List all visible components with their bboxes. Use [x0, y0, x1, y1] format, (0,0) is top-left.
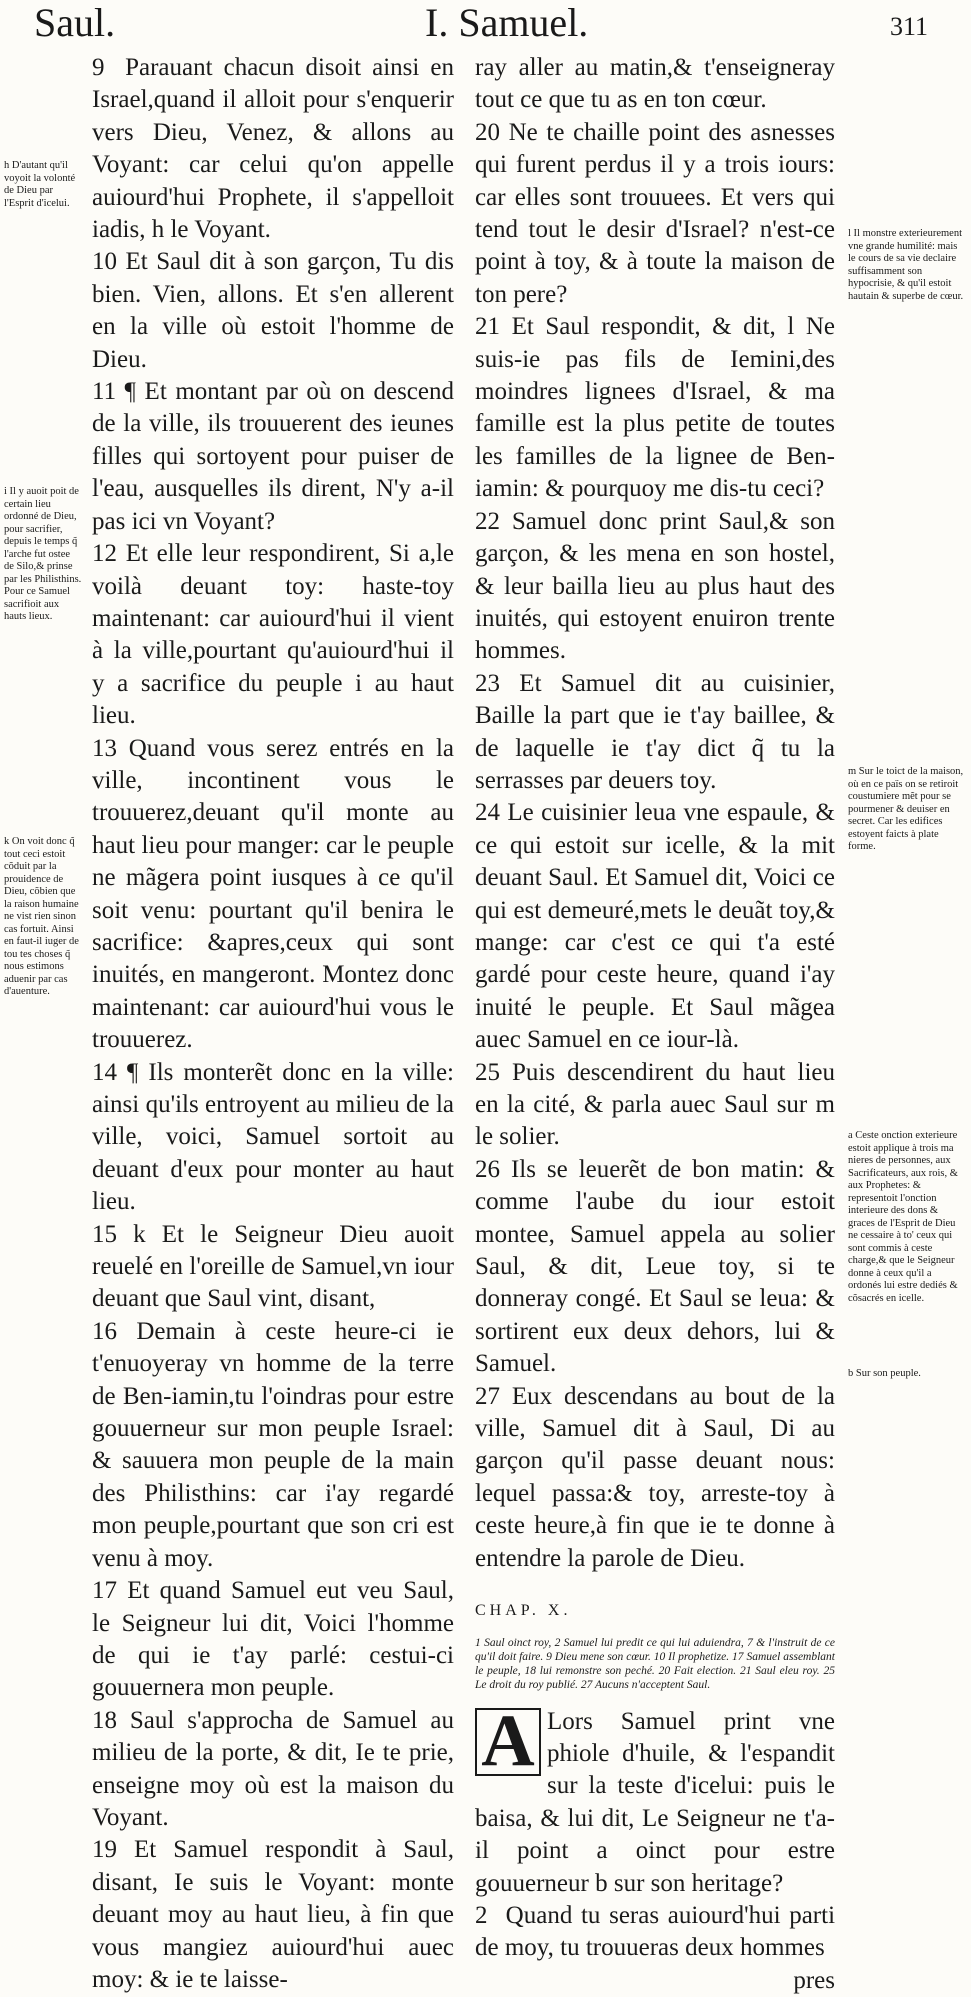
margin-note: k On voit donc q̃ tout ceci estoit cõduit par la prouidence de Dieu, cõbien que la raison humaine ne vist rien sinon cas fortuit. Ainsi en faut-il iuger de tou tes choses q̃ nous estimons aduenir par cas d'auenture. [4, 836, 79, 997]
verse-number: 14 [92, 1058, 117, 1086]
verse [92, 1834, 454, 1996]
verse-text: Eux descendans au bout de la ville, Samuel dit à Saul, Di au garçon qu'il passe deuant nous: lequel passa:& toy, arreste-toy à ceste heure,à fin que ie te donne à entendre la parole de Dieu. [475, 1382, 836, 1572]
verse-number: 21 [475, 313, 500, 341]
verse-text: Saul s'approcha de Samuel au milieu de la porte, & dit, Ie te prie, enseigne moy où est la maison du Voyant. [92, 1706, 454, 1831]
verse [92, 1219, 454, 1316]
verse-text: Samuel donc print Saul,& son garçon, & les mena en son hostel, & leur bailla lieu au plus haut des inuités, qui estoyent enuiron trente hommes. [475, 507, 836, 665]
verse [475, 1900, 835, 1965]
verse-number: 9 [92, 54, 105, 81]
chapter-heading: CHAP. X. [475, 1602, 572, 1620]
verse-text: Et Saul dit à son garçon, Tu dis bien. Vien, allons. Et s'en allerent en la ville où estoit l'homme de Dieu. [92, 248, 454, 373]
running-head-title: I. Samuel. [425, 0, 589, 45]
verse-number: 22 [475, 507, 500, 535]
verse-text: Et Samuel respondit à Saul, disant, Ie suis le Voyant: monte deuant moy au haut lieu, à fin que vous mangiez auiourd'hui auec moy: & ie te laisse- [92, 1836, 455, 1993]
verse-number: 26 [475, 1155, 500, 1183]
verse-text: Et quand Samuel eut veu Saul, le Seigneur lui dit, Voici l'homme de qui ie t'ay parlé: cestui-ci gouuernera mon peuple. [92, 1577, 455, 1702]
verse-text: Lors Samuel print vne phiole d'huile, & l'espandit sur la teste d'icelui: puis le baisa, & lui dit, Le Seigneur ne t'a-il point a oinct pour estre gouuerneur b sur son heritage? [475, 1707, 835, 1897]
verse-text: Quand vous serez entrés en la ville, incontinent vous le trouuerez,deuant qu'il monte au haut lieu pour manger: car le peuple ne mãgera point iusques à ce qu'il soit venu: pourtant qu'il benira le sacrifice: &apres,ceux qui sont inuités, en mangeront. Montez donc maintenant: car auiourd'hui vous le trouuerez. [92, 734, 455, 1054]
verse-text: Le cuisinier leua vne espaule, & ce qui estoit sur icelle, & la mit deuant Saul. Et Samuel dit, Voici ce qui est demeuré,mets le deuãt toy,& mange: car c'est ce qui t'a esté gardé pour ceste heure, quand i'ay inuité le peuple. Et Saul mãgea auec Samuel en ce iour-là. [475, 799, 835, 1054]
verse [475, 117, 835, 311]
verse-number: 12 [92, 540, 117, 568]
verse [92, 52, 454, 246]
verse [92, 733, 454, 1057]
drop-cap: A [475, 1708, 541, 1776]
verse [475, 1381, 835, 1575]
verse-number: 10 [92, 248, 117, 276]
verse-number: 19 [92, 1836, 117, 1864]
margin-note: i Il y auoit poit de certain lieu ordonné de Dieu, pour sacrifier, depuis le temps q̃ l'arche fut ostee de Silo,& prinse par les Philisthins. Pour ce Samuel sacrifioit aux hauts lieux. [4, 486, 82, 622]
margin-note: a Ceste onction exterieure estoit applique à trois ma nieres de personnes, aux Sacrificateurs, aux rois, & aux Prophetes: & representoit l'onction interieure des dons & graces de l'Esprit de Dieu ne cessaire à to' ceux qui sont commis à ceste charge,& que le Seigneur donne à ceux qu'il a ordonés lui estre dediés & cõsacrés en icelle. [848, 1130, 958, 1304]
margin-note: m Sur le toict de la maison, où en ce païs on se retiroit coustumiere mẽt pour se pourmener & deuiser en secret. Car les edifices estoyent faicts à plate forme. [848, 766, 964, 852]
verse-number: 18 [92, 1706, 117, 1734]
verse-number: 24 [475, 799, 500, 827]
verse-number: 15 [92, 1220, 117, 1248]
verse [92, 1705, 454, 1835]
catchword: pres [793, 1966, 835, 1994]
verse-continuation: ray aller au matin,& t'enseigneray tout ce que tu as en ton cœur. [475, 54, 835, 114]
chapter-first-verse [475, 1699, 835, 1900]
verse [92, 538, 454, 732]
verse [92, 376, 454, 538]
verse-number: 11 [92, 378, 117, 406]
verse [475, 1154, 835, 1381]
verse-text: Demain à ceste heure-ci ie t'enuoyeray vn homme de la terre de Ben-iamin,tu l'oindras pour estre gouuerneur sur mon peuple Israel: & sauuera mon peuple de la main des Philisthins: car i'ay regardé mon peuple,pourtant que son cri est venu à moy. [92, 1317, 454, 1572]
verse-text: Quand tu seras auiourd'hui parti de moy, tu trouueras deux hommes [475, 1901, 836, 1962]
chapter-summary: 1 Saul oinct roy, 2 Samuel lui predit ce qui lui aduiendra, 7 & l'instruit de ce qu'il doit faire. 9 Dieu mene son cœur. 10 Il prophetize. 17 Samuel assemblant le peuple, 18 lui remonstre son peché. 20 Fait election. 21 Saul eleu roy. 25 Le droit du roy publié. 27 Aucuns n'acceptent Saul. [475, 1636, 835, 1691]
margin-note: l Il monstre exterieurement vne grande humilité: mais le cours de sa vie declaire suffisamment son hypocrisie, & qu'il estoit hautain & superbe de cœur. [848, 228, 964, 302]
verse-text: Ne te chaille point des asnesses qui furent perdus il y a trois iours: car elles sont trouuees. Et vers qui tend tout le desir d'Israel? n'est-ce point à toy, & à toute la maison de ton pere? [475, 118, 835, 308]
verse [475, 668, 835, 798]
verse-number: 16 [92, 1317, 117, 1345]
verse-text: Puis descendirent du haut lieu en la cité, & parla auec Saul sur m le solier. [475, 1058, 835, 1151]
verse [92, 246, 454, 376]
verse-text: ¶ Et montant par où on descend de la ville, ils trouuerent des ieunes filles qui sortoyent pour puiser de l'eau, ausquelles ils dirent, N'y a-il pas ici vn Voyant? [92, 378, 455, 535]
verse [92, 1057, 454, 1219]
verse-text: k Et le Seigneur Dieu auoit reuelé en l'oreille de Samuel,vn iour deuant que Saul vint, disant, [92, 1220, 455, 1313]
page-number: 311 [890, 12, 929, 41]
verse [92, 1575, 454, 1705]
verse-number: 23 [475, 669, 500, 697]
verse [475, 797, 835, 1056]
verse [92, 1316, 454, 1575]
verse-text: Et Saul respondit, & dit, l Ne suis-ie pas fils de Iemini,des moindres lignees d'Israel, & ma famille est la plus petite de toutes les familles de la lignee de Ben-iamin: & pourquoy me dis-tu ceci? [475, 313, 836, 503]
right-text-column [475, 52, 835, 1997]
verse-text: Et elle leur respondirent, Si a,le voilà deuant toy: haste-toy maintenant: car auiourd'hui il vient à la ville,pourtant qu'auiourd'hui il y a sacrifice du peuple i au haut lieu. [92, 540, 454, 730]
margin-note: b Sur son peuple. [848, 1368, 921, 1379]
verse-text: Ils se leuerẽt de bon matin: & comme l'aube du iour estoit montee, Samuel appela au solier Saul, & dit, Leue toy, si te donneray congé. Et Saul se leua: & sortirent eux deux dehors, lui & Samuel. [475, 1155, 835, 1378]
verse-text: Et Samuel dit au cuisinier, Baille la part que ie t'ay baillee, & de laquelle ie t'ay dict q̃ tu la serrasses par deuers toy. [475, 669, 835, 794]
margin-note: h D'autant qu'il voyoit la volonté de Dieu par l'Esprit d'icelui. [4, 160, 76, 209]
left-text-column [92, 52, 454, 1996]
verse-number: 25 [475, 1058, 500, 1086]
verse-number: 27 [475, 1382, 500, 1410]
verse-number: 13 [92, 734, 117, 762]
verse-number: 17 [92, 1577, 117, 1605]
verse-text: ¶ Ils monterẽt donc en la ville: ainsi qu'ils entroyent au milieu de la ville, voici, Samuel sortoit au deuant d'eux pour monter au haut lieu. [92, 1058, 455, 1216]
running-head-left: Saul. [34, 0, 116, 45]
verse-text: Parauant chacun disoit ainsi en Israel,quand il alloit pour s'enquerir vers Dieu, Venez, & allons au Voyant: car celui qu'on appelle auiourd'hui Prophete, il s'appelloit iadis, h le Voyant. [92, 54, 454, 244]
verse [475, 506, 835, 668]
verse [475, 1057, 835, 1154]
verse-number: 20 [475, 118, 500, 146]
verse [475, 311, 835, 505]
verse-number: 2 [475, 1901, 488, 1929]
